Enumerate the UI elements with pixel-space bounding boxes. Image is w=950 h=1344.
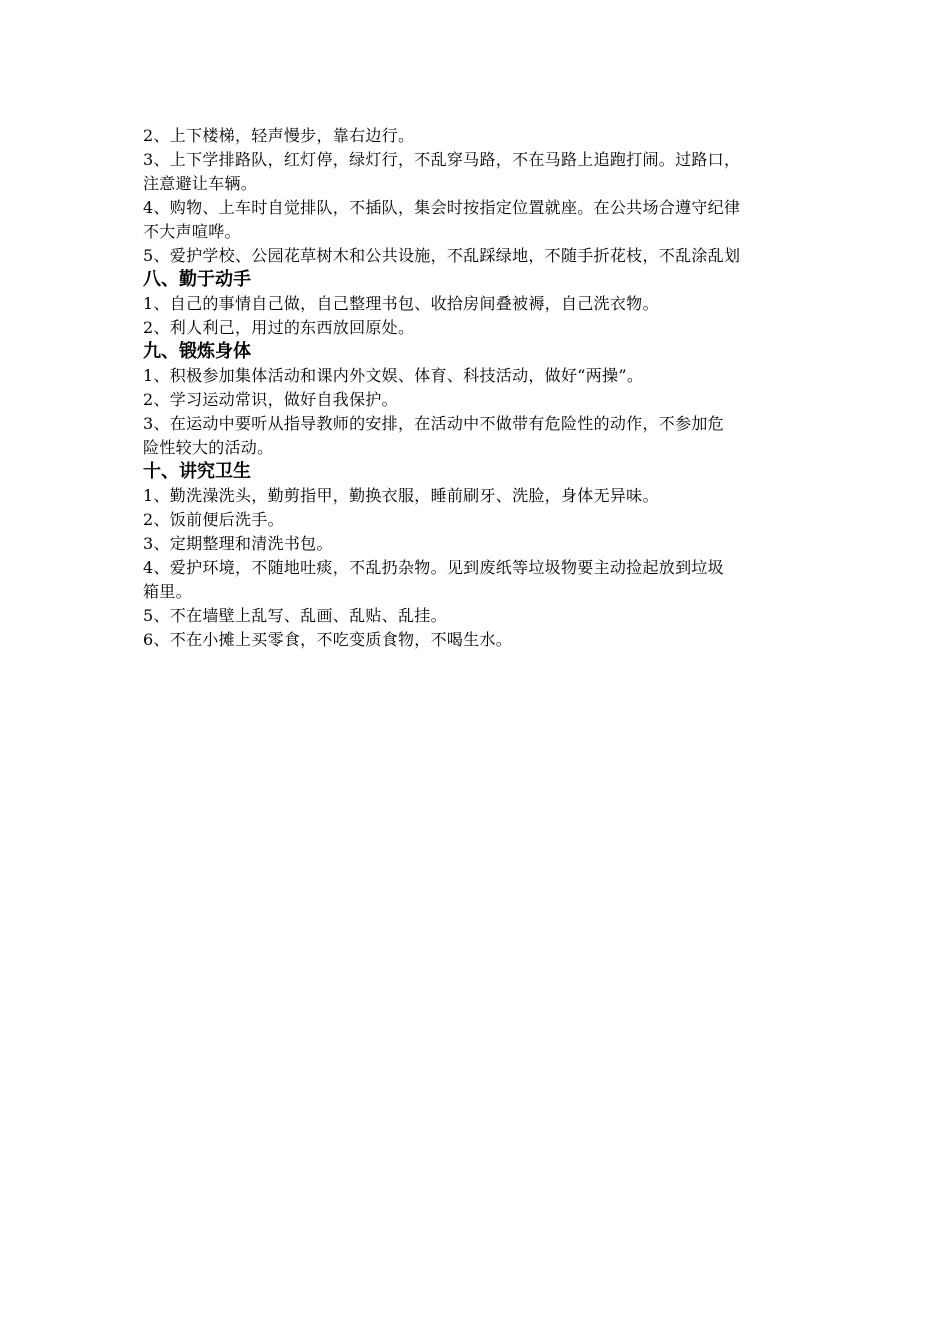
text-line: 2、学习运动常识，做好自我保护。: [143, 390, 398, 409]
section-heading: 八、勤于动手: [143, 269, 251, 290]
text-line: 5、爱护学校、公园花草树木和公共设施，不乱踩绿地，不随手折花枝，不乱涂乱划: [143, 246, 741, 265]
text-line: 2、饭前便后洗手。: [143, 510, 284, 529]
section-heading: 九、锻炼身体: [143, 341, 251, 362]
text-line: 3、定期整理和清洗书包。: [143, 534, 333, 553]
text-line: 2、利人利己，用过的东西放回原处。: [143, 318, 415, 337]
text-line: 2、上下楼梯，轻声慢步，靠右边行。: [143, 126, 415, 145]
text-line: 1、勤洗澡洗头，勤剪指甲，勤换衣服，睡前刷牙、洗脸，身体无异味。: [143, 486, 659, 505]
text-line: 4、购物、上车时自觉排队，不插队，集会时按指定位置就座。在公共场合遵守纪律: [143, 198, 741, 217]
text-line: 1、积极参加集体活动和课内外文娱、体育、科技活动，做好“两操”。: [143, 366, 644, 385]
text-line: 4、爱护环境，不随地吐痰，不乱扔杂物。见到废纸等垃圾物要主动捡起放到垃圾: [143, 558, 724, 577]
text-line: 3、上下学排路队，红灯停，绿灯行，不乱穿马路，不在马路上追跑打闹。过路口，: [143, 150, 741, 169]
text-line: 注意避让车辆。: [143, 174, 258, 193]
document-page: [143, 124, 811, 652]
section-heading: 十、讲究卫生: [143, 461, 251, 482]
text-line: 6、不在小摊上买零食，不吃变质食物，不喝生水。: [143, 630, 513, 649]
text-line: 3、在运动中要听从指导教师的安排，在活动中不做带有危险性的动作，不参加危: [143, 414, 724, 433]
text-line: 箱里。: [143, 582, 192, 601]
text-line: 险性较大的活动。: [143, 438, 274, 457]
text-line: 1、自己的事情自己做，自己整理书包、收拾房间叠被褥，自己洗衣物。: [143, 294, 659, 313]
text-line: 5、不在墙壁上乱写、乱画、乱贴、乱挂。: [143, 606, 447, 625]
text-line: 不大声喧哗。: [143, 222, 241, 241]
